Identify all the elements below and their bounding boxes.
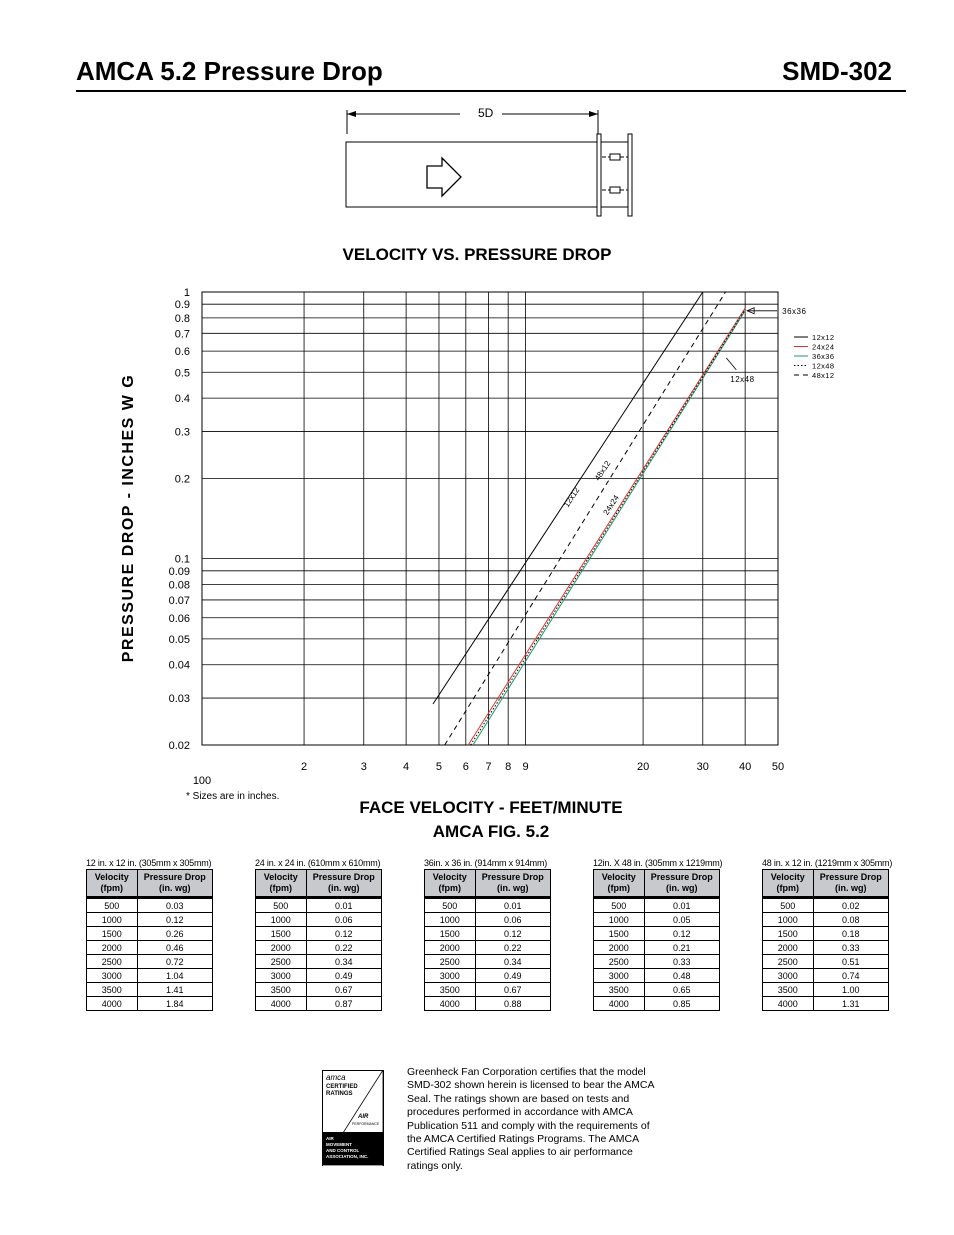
y-tick-label: 1 <box>183 287 190 299</box>
y-tick-label: 0.7 <box>174 328 190 341</box>
seal-text: amca <box>326 1073 346 1082</box>
table-row <box>256 941 382 955</box>
legend-label: 48x12 <box>812 371 835 380</box>
table-cell: 0.85 <box>644 997 719 1011</box>
table-row <box>256 913 382 927</box>
table-cell: 0.01 <box>644 898 719 913</box>
table-cell: 1500 <box>256 927 307 941</box>
table-cell: 0.67 <box>306 983 381 997</box>
table-row <box>256 898 382 913</box>
data-table <box>86 869 213 1011</box>
table-caption: 24 in. x 24 in. (610mm x 610mm) <box>255 858 381 868</box>
table-row <box>87 898 213 913</box>
chart-title: VELOCITY VS. PRESSURE DROP <box>342 245 612 264</box>
table-cell: 1500 <box>87 927 138 941</box>
y-tick-label: 0.1 <box>174 553 190 566</box>
table-cell: 0.01 <box>475 898 550 913</box>
y-tick-label: 0.03 <box>168 693 190 706</box>
table-cell: 0.22 <box>475 941 550 955</box>
table-cell: 0.22 <box>306 941 381 955</box>
table-cell: 2000 <box>594 941 645 955</box>
table-cell: 0.33 <box>813 941 888 955</box>
y-tick-label: 0.3 <box>174 426 190 439</box>
x-tick-label: 3 <box>360 761 367 773</box>
y-tick-label: 0.09 <box>168 565 190 578</box>
table-cell: 0.46 <box>137 941 212 955</box>
callout-label: 12x48 <box>730 374 755 384</box>
y-tick-label: 0.5 <box>174 367 190 380</box>
table-cell: 0.21 <box>644 941 719 955</box>
table-cell: 0.02 <box>813 898 888 913</box>
table-cell: 0.06 <box>306 913 381 927</box>
x-tick-label: 6 <box>462 761 469 773</box>
header-rule <box>76 90 906 92</box>
line-label: 12x12 <box>562 485 582 509</box>
table-caption: 48 in. x 12 in. (1219mm x 305mm) <box>762 858 893 868</box>
table-row <box>425 927 551 941</box>
seal-text: PERFORMANCE <box>352 1122 380 1126</box>
table-cell: 3000 <box>763 969 814 983</box>
plot-frame <box>202 292 778 745</box>
table-row <box>425 997 551 1011</box>
page-title: AMCA 5.2 Pressure Drop <box>76 56 383 86</box>
table-row <box>425 983 551 997</box>
table-caption: 36in. x 36 in. (914mm x 914mm) <box>424 858 548 868</box>
x-tick-label: 30 <box>696 761 709 773</box>
data-table <box>255 869 382 1011</box>
data-table <box>762 869 889 1011</box>
table-cell: 500 <box>87 898 138 913</box>
col-header: Pressure Drop (in. wg) <box>306 870 381 898</box>
callout-leader <box>726 358 736 370</box>
table-cell: 0.34 <box>475 955 550 969</box>
table-cell: 4000 <box>594 997 645 1011</box>
table-cell: 1000 <box>256 913 307 927</box>
table-cell: 0.72 <box>137 955 212 969</box>
x-tick-label: 8 <box>505 761 512 773</box>
x-axis-label: FACE VELOCITY - FEET/MINUTE <box>359 798 623 817</box>
table-cell: 0.65 <box>644 983 719 997</box>
seal-text: AIR <box>326 1136 334 1141</box>
seal-text: AIR <box>358 1114 369 1120</box>
table-cell: 0.33 <box>644 955 719 969</box>
table-cell: 3000 <box>425 969 476 983</box>
table-row <box>87 969 213 983</box>
table-row <box>763 997 889 1011</box>
table-cell: 1.04 <box>137 969 212 983</box>
seal-text: RATINGS <box>326 1091 353 1097</box>
legend-label: 12x12 <box>812 333 835 342</box>
y-tick-label: 0.9 <box>174 299 190 312</box>
table-cell: 0.06 <box>475 913 550 927</box>
table-cell: 2500 <box>594 955 645 969</box>
y-axis-label-wrap <box>118 288 140 748</box>
table-row <box>425 898 551 913</box>
table-row <box>256 983 382 997</box>
table-12x12 <box>86 858 213 1011</box>
table-cell: 2500 <box>87 955 138 969</box>
table-cell: 4000 <box>256 997 307 1011</box>
table-cell: 1500 <box>425 927 476 941</box>
table-cell: 0.49 <box>306 969 381 983</box>
y-tick-label: 0.4 <box>174 393 190 406</box>
table-cell: 3500 <box>256 983 307 997</box>
table-12x48 <box>593 858 723 1011</box>
table-cell: 0.18 <box>813 927 888 941</box>
table-row <box>425 941 551 955</box>
table-row <box>256 927 382 941</box>
table-cell: 2500 <box>425 955 476 969</box>
x-tick-label: 20 <box>636 761 650 773</box>
table-cell: 3500 <box>594 983 645 997</box>
dimension-label: 5D <box>478 106 494 120</box>
table-row <box>87 955 213 969</box>
series-line-12x48 <box>471 310 745 746</box>
col-header: Pressure Drop (in. wg) <box>644 870 719 898</box>
col-header: Velocity (fpm) <box>425 870 476 898</box>
table-cell: 3500 <box>763 983 814 997</box>
table-24x24 <box>255 858 382 1011</box>
table-row <box>87 913 213 927</box>
table-row <box>763 927 889 941</box>
table-cell: 3500 <box>425 983 476 997</box>
table-row <box>87 927 213 941</box>
table-row <box>594 898 720 913</box>
series-line-48x12 <box>445 292 726 745</box>
table-cell: 0.12 <box>644 927 719 941</box>
table-cell: 1000 <box>87 913 138 927</box>
table-cell: 3500 <box>87 983 138 997</box>
table-cell: 0.49 <box>475 969 550 983</box>
col-header: Velocity (fpm) <box>594 870 645 898</box>
table-cell: 2000 <box>87 941 138 955</box>
y-tick-label: 0.04 <box>168 659 190 672</box>
table-cell: 500 <box>594 898 645 913</box>
table-cell: 3000 <box>594 969 645 983</box>
table-row <box>594 913 720 927</box>
seal-text: CERTIFIED <box>326 1084 358 1090</box>
y-tick-label: 0.2 <box>174 473 190 486</box>
table-cell: 4000 <box>87 997 138 1011</box>
table-cell: 1500 <box>594 927 645 941</box>
table-cell: 2000 <box>425 941 476 955</box>
table-cell: 0.88 <box>475 997 550 1011</box>
y-tick-label: 0.07 <box>168 594 190 607</box>
sizes-note: * Sizes are in inches. <box>186 791 280 802</box>
table-cell: 4000 <box>763 997 814 1011</box>
col-header: Pressure Drop (in. wg) <box>475 870 550 898</box>
x-tick-label: 9 <box>522 761 529 773</box>
table-row <box>594 983 720 997</box>
y-tick-label: 0.08 <box>168 579 190 592</box>
table-cell: 0.34 <box>306 955 381 969</box>
y-tick-label: 0.06 <box>168 612 190 625</box>
table-cell: 1.00 <box>813 983 888 997</box>
table-row <box>87 941 213 955</box>
table-cell: 3000 <box>256 969 307 983</box>
table-48x12 <box>762 858 893 1011</box>
series-line-36x36 <box>473 311 745 745</box>
table-row <box>763 983 889 997</box>
table-row <box>594 955 720 969</box>
table-cell: 3000 <box>87 969 138 983</box>
col-header: Pressure Drop (in. wg) <box>137 870 212 898</box>
x-tick-label: 50 <box>771 761 785 773</box>
pressure-drop-tables <box>86 858 906 1018</box>
table-cell: 0.05 <box>644 913 719 927</box>
y-tick-label: 0.6 <box>174 346 190 359</box>
table-row <box>763 969 889 983</box>
table-row <box>594 941 720 955</box>
table-row <box>425 913 551 927</box>
table-row <box>425 955 551 969</box>
table-cell: 0.12 <box>306 927 381 941</box>
table-cell: 1.84 <box>137 997 212 1011</box>
x-start-label: 100 <box>192 775 212 787</box>
seal-text: ASSOCIATION, INC. <box>326 1154 369 1159</box>
legend-label: 12x48 <box>812 361 835 371</box>
amca-seal-logo <box>322 1070 384 1166</box>
table-row <box>256 997 382 1011</box>
x-tick-label: 7 <box>485 761 492 773</box>
table-cell: 500 <box>763 898 814 913</box>
y-tick-label: 0.8 <box>174 312 190 325</box>
table-cell: 1.31 <box>813 997 888 1011</box>
table-cell: 1500 <box>763 927 814 941</box>
table-cell: 0.03 <box>137 898 212 913</box>
col-header: Pressure Drop (in. wg) <box>813 870 888 898</box>
callout-label: 36x36 <box>782 306 807 316</box>
col-header: Velocity (fpm) <box>256 870 307 898</box>
table-row <box>594 927 720 941</box>
table-cell: 1000 <box>594 913 645 927</box>
line-label: 24x24 <box>601 493 621 517</box>
x-tick-label: 5 <box>435 761 443 773</box>
table-cell: 1.41 <box>137 983 212 997</box>
table-row <box>763 941 889 955</box>
table-row <box>256 969 382 983</box>
table-cell: 0.74 <box>813 969 888 983</box>
table-row <box>594 969 720 983</box>
table-cell: 0.87 <box>306 997 381 1011</box>
table-cell: 2500 <box>763 955 814 969</box>
figure-label: AMCA FIG. 5.2 <box>432 822 550 841</box>
x-tick-label: 40 <box>739 761 752 773</box>
y-tick-label: 0.02 <box>168 740 190 752</box>
table-cell: 0.08 <box>813 913 888 927</box>
table-cell: 2000 <box>763 941 814 955</box>
table-cell: 500 <box>425 898 476 913</box>
data-table <box>424 869 551 1011</box>
table-caption: 12 in. x 12 in. (305mm x 305mm) <box>86 858 212 868</box>
table-row <box>87 997 213 1011</box>
table-cell: 2500 <box>256 955 307 969</box>
model-number: SMD-302 <box>782 56 892 86</box>
table-cell: 4000 <box>425 997 476 1011</box>
legend-label: 36x36 <box>812 352 835 361</box>
table-row <box>763 955 889 969</box>
table-cell: 0.12 <box>475 927 550 941</box>
series-line-24x24 <box>468 308 745 745</box>
table-36x36 <box>424 858 551 1011</box>
table-cell: 0.26 <box>137 927 212 941</box>
table-caption: 12in. X 48 in. (305mm x 1219mm) <box>593 858 723 868</box>
test-setup-diagram <box>330 98 650 223</box>
seal-text: AND CONTROL <box>326 1148 360 1153</box>
certification-statement: Greenheck Fan Corporation certifies that the model SMD-302 shown herein is licensed to bear the AMCA Seal. The ratings shown are based on tests and procedures performed in accordance with AMCA Publication 511 and comply with the requirements of the AMCA Certified Ratings Programs. The AMCA Certified Ratings Seal applies to air performance ratings only. <box>407 1066 654 1172</box>
velocity-pressure-chart <box>150 282 850 787</box>
table-row <box>425 969 551 983</box>
table-cell: 0.51 <box>813 955 888 969</box>
legend-label: 24x24 <box>812 342 835 352</box>
table-row <box>763 898 889 913</box>
y-axis-label: PRESSURE DROP - INCHES W G <box>120 373 137 663</box>
x-tick-label: 2 <box>300 761 308 773</box>
table-row <box>256 955 382 969</box>
table-row <box>594 997 720 1011</box>
line-label: 48x12 <box>592 459 613 483</box>
x-tick-label: 4 <box>403 761 410 773</box>
table-row <box>763 913 889 927</box>
table-cell: 500 <box>256 898 307 913</box>
seal-text: MOVEMENT <box>326 1142 353 1147</box>
table-cell: 2000 <box>256 941 307 955</box>
y-tick-label: 0.05 <box>168 633 190 646</box>
table-row <box>87 983 213 997</box>
table-cell: 0.48 <box>644 969 719 983</box>
col-header: Velocity (fpm) <box>763 870 814 898</box>
table-cell: 1000 <box>763 913 814 927</box>
table-cell: 0.12 <box>137 913 212 927</box>
table-cell: 1000 <box>425 913 476 927</box>
table-cell: 0.67 <box>475 983 550 997</box>
data-table <box>593 869 720 1011</box>
table-cell: 0.01 <box>306 898 381 913</box>
col-header: Velocity (fpm) <box>87 870 138 898</box>
